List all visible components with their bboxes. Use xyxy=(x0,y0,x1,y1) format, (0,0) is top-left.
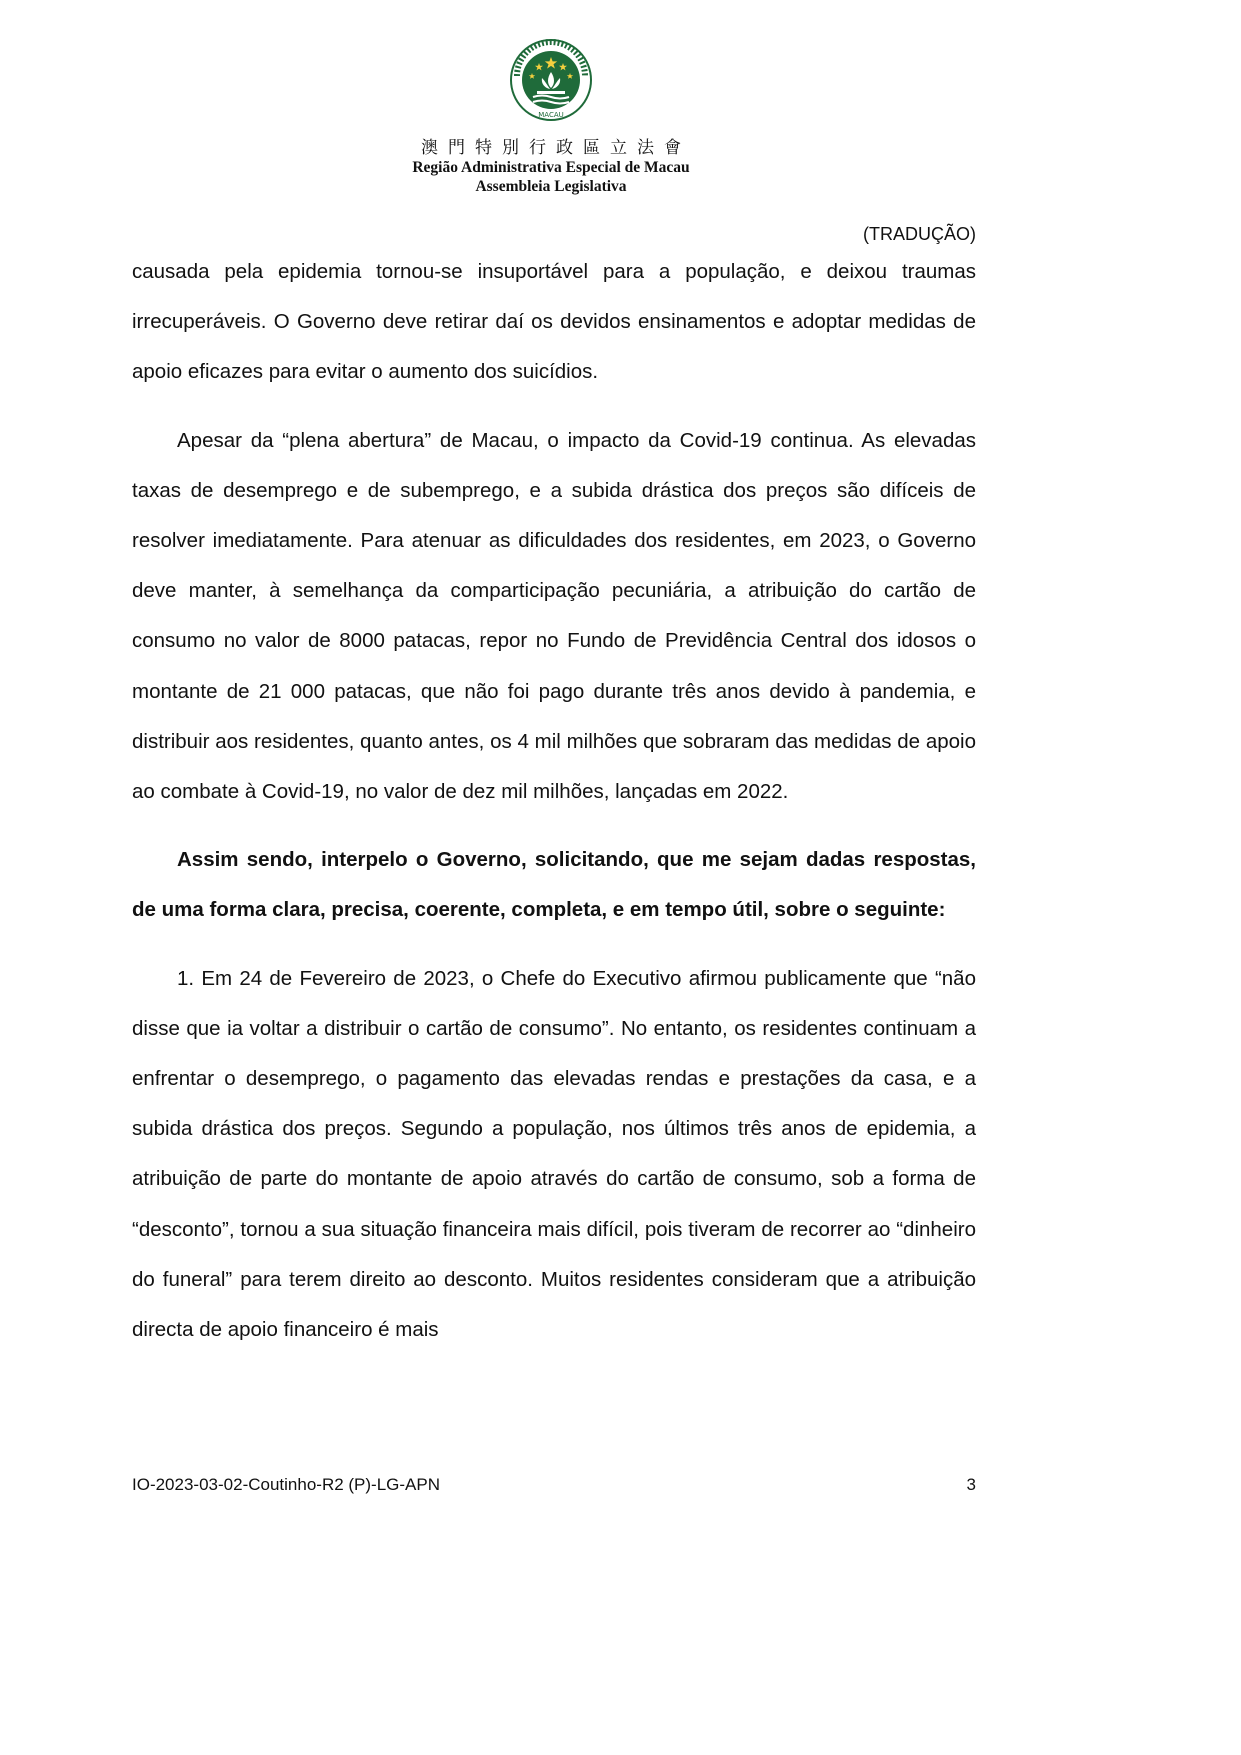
paragraph-continuation: causada pela epidemia tornou-se insuportável para a população, e deixou traumas irrecuperáveis. O Governo deve retirar daí os devidos ensinamentos e adoptar medidas de apoio eficazes para evitar o aumento dos suicídios. xyxy=(132,260,976,384)
org-name-chinese: 澳門特別行政區立法會 xyxy=(421,138,691,158)
org-name-assembly: Assembleia Legislativa xyxy=(475,178,627,195)
page-footer xyxy=(132,1474,976,1496)
document-body xyxy=(132,247,976,1355)
emblem-caption: MACAU xyxy=(538,111,564,119)
page-number: 3 xyxy=(966,1475,976,1494)
macau-emblem-icon xyxy=(509,38,593,122)
document-reference: IO-2023-03-02-Coutinho-R2 (P)-LG-APN xyxy=(132,1475,441,1494)
translation-label: (TRADUÇÃO) xyxy=(863,224,976,244)
paragraph-question-1: 1. Em 24 de Fevereiro de 2023, o Chefe do Executivo afirmou publicamente que “não disse que ia voltar a distribuir o cartão de consumo”. No entanto, os residentes continuam a enfrentar o desemprego, o pagamento das elevadas rendas e prestações da casa, e a subida drástica dos preços. Segundo a população, nos últimos três anos de epidemia, a atribuição de parte do montante de apoio através do cartão de consumo, sob a forma de “desconto”, tornou a sua situação financeira mais difícil, pois tiveram de recorrer ao “dinheiro do funeral” para terem direito ao desconto. Muitos residentes consideram que a atribuição directa de apoio financeiro é mais xyxy=(132,966,976,1342)
letterhead xyxy=(0,38,1102,196)
paragraph-covid-impact: Apesar da “plena abertura” de Macau, o impacto da Covid-19 continua. As elevadas taxas de desemprego e de subemprego, e a subida drástica dos preços são difíceis de resolver imediatamente. Para atenuar as dificuldades dos residentes, em 2023, o Governo deve manter, à semelhança da comparticipação pecuniária, a atribuição do cartão de consumo no valor de 8000 patacas, repor no Fundo de Previdência Central dos idosos o montante de 21 000 patacas, que não foi pago durante três anos devido à pandemia, e distribuir aos residentes, quanto antes, os 4 mil milhões que sobraram das medidas de apoio ao combate à Covid-19, no valor de dez mil milhões, lançadas em 2022. xyxy=(132,428,976,804)
org-name-region: Região Administrativa Especial de Macau xyxy=(412,159,690,176)
paragraph-interpellation: Assim sendo, interpelo o Governo, solicitando, que me sejam dadas respostas, de uma forma clara, precisa, coerente, completa, e em tempo útil, sobre o seguinte: xyxy=(132,848,976,922)
